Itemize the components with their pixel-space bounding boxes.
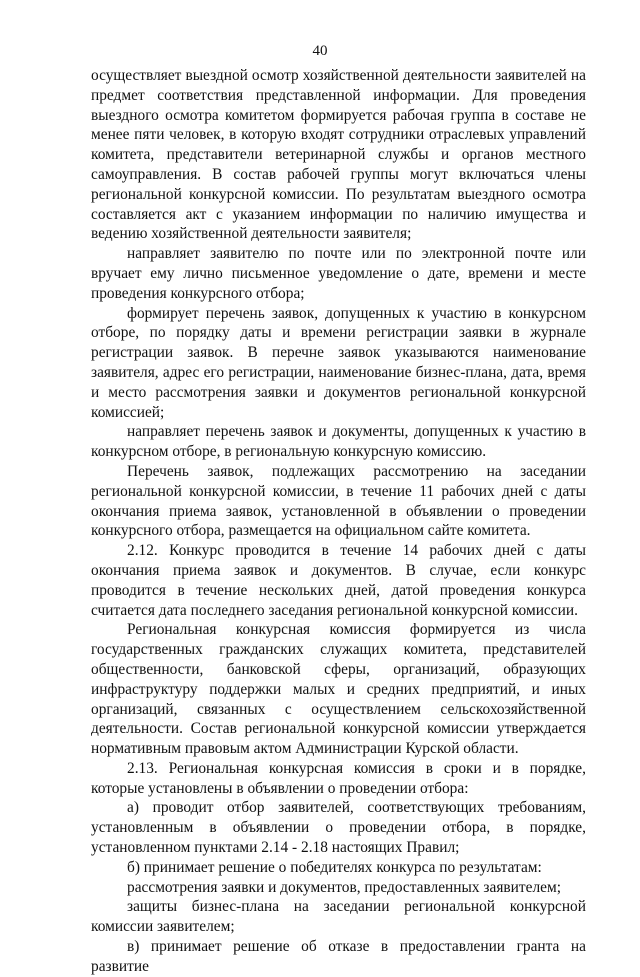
- paragraph-1: осуществляет выездной осмотр хозяйственной деятельности заявителей на предмет соответствия представленной информации. Для проведения выездного осмотра комитетом формируется рабочая группа в составе не менее пяти человек, в которую входят сотрудники отраслевых управлений комитета, представители ветеринарной службы и органов местного самоуправления. В состав рабочей группы могут включаться члены региональной конкурсной комиссии. По результатам выездного осмотра составляется акт с указанием информации по наличию имущества и ведению хозяйственной деятельности заявителя;: [91, 67, 586, 243]
- page-number: 40: [312, 43, 328, 59]
- paragraph-11: рассмотрения заявки и документов, предоставленных заявителем;: [127, 878, 561, 896]
- paragraph-10: б) принимает решение о победителях конкурса по результатам:: [127, 858, 542, 876]
- paragraph-6: 2.12. Конкурс проводится в течение 14 рабочих дней с даты окончания приема заявок и документов. В случае, если конкурс проводится в течение нескольких дней, датой проведения конкурса считается дата последнего заседания региональной конкурсной комиссии.: [91, 542, 586, 619]
- paragraph-7: Региональная конкурсная комиссия формируется из числа государственных гражданских служащих комитета, представителей общественности, банковской сферы, организаций, образующих инфраструктуру поддержки малых и средних предприятий, и иных организаций, связанных с осуществлением сельскохозяйственной деятельности. Состав региональной конкурсной комиссии утверждается нормативным правовым актом Администрации Курской области.: [91, 621, 586, 758]
- paragraph-4: направляет перечень заявок и документы, допущенных к участию в конкурсном отборе, в региональную конкурсную комиссию.: [91, 423, 586, 461]
- paragraph-3: формирует перечень заявок, допущенных к участию в конкурсном отборе, по порядку даты и времени регистрации заявки в журнале регистрации заявок. В перечне заявок указываются наименование заявителя, адрес его регистрации, наименование бизнес-плана, дата, время и место рассмотрения заявки и документов региональной конкурсной комиссией;: [91, 304, 586, 421]
- paragraph-13: в) принимает решение об отказе в предоставлении гранта на развитие: [91, 938, 586, 975]
- paragraph-9: а) проводит отбор заявителей, соответствующих требованиям, установленным в объявлении о проведении отбора, в порядке, установленном пунктами 2.14 - 2.18 настоящих Правил;: [91, 799, 586, 857]
- paragraph-8: 2.13. Региональная конкурсная комиссия в сроки и в порядке, которые установлены в объявлении о проведении отбора:: [91, 759, 586, 797]
- document-body: [91, 66, 586, 977]
- paragraph-12: защиты бизнес-плана на заседании региональной конкурсной комиссии заявителем;: [91, 898, 586, 936]
- paragraph-2: направляет заявителю по почте или по электронной почте или вручает ему лично письменное уведомление о дате, времени и месте проведения конкурсного отбора;: [91, 245, 586, 302]
- paragraph-5: Перечень заявок, подлежащих рассмотрению на заседании региональной конкурсной комиссии, в течение 11 рабочих дней с даты окончания приема заявок, установленной в объявлении о проведении конкурсного отбора, размещается на официальном сайте комитета.: [91, 462, 586, 540]
